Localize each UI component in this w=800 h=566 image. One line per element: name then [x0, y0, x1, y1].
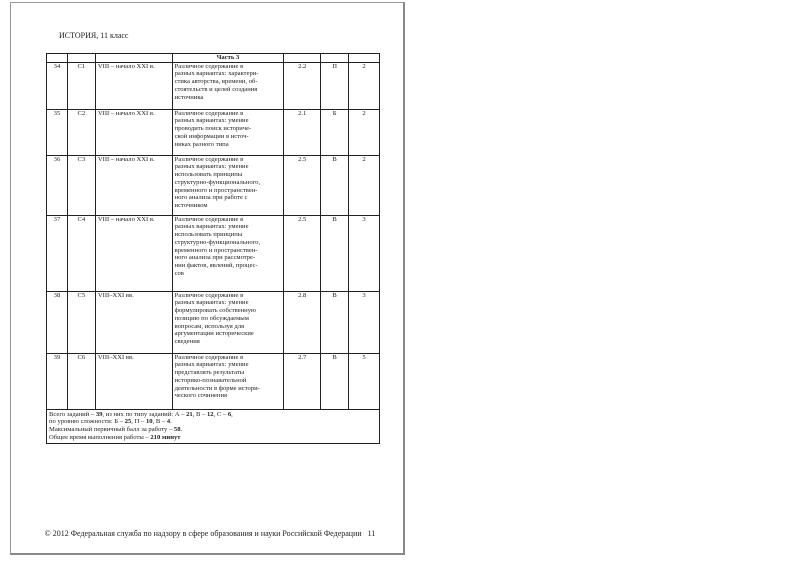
copyright-text: © 2012 Федеральная служба по надзору в сфере образования и науки Российской Федерации — [44, 529, 362, 538]
element-code: 2.1 — [284, 109, 321, 155]
element-code: 2.2 — [284, 62, 321, 109]
task-description: Различное содержание в разных вариантах: характери- стика авторства, времени, об- стоятельств и целей создания источника — [172, 62, 284, 109]
element-code: 2.7 — [284, 353, 321, 409]
task-number: 37 — [47, 215, 68, 291]
max-score: 5 — [349, 353, 380, 409]
max-score: 3 — [349, 215, 380, 291]
task-description: Различное содержание в разных вариантах: умение использовать принципы структурно-функционального, временного и пространствен- ного анализа при рассмотре- нии фактов, явлений, процес- сов — [172, 215, 284, 291]
element-code: 2.8 — [284, 291, 321, 353]
period: VIII – начало XXI в. — [95, 109, 172, 155]
task-code: С2 — [67, 109, 95, 155]
difficulty-level: П — [321, 62, 349, 109]
task-description: Различное содержание в разных вариантах: умение проводить поиск историче- ской информации в источ- никах разного типа — [172, 109, 284, 155]
task-number: 36 — [47, 155, 68, 215]
task-code: С5 — [67, 291, 95, 353]
table-row — [47, 109, 380, 155]
summary-row — [47, 409, 380, 443]
summary-cell: Всего заданий – 39, из них по типу заданий: А – 21, В – 12, С – 6, по уровню сложности: Б – 25, П – 10, В – 4. Максимальный первичный балл за работу – 58. Общее время выполнения работы – 210 минут — [47, 409, 380, 443]
task-number: 39 — [47, 353, 68, 409]
task-number: 34 — [47, 62, 68, 109]
task-description: Различное содержание в разных вариантах: умение формулировать собственную позицию по обсуждаемым вопросам, используя для аргументации исторические сведения — [172, 291, 284, 353]
page-number: 11 — [367, 529, 376, 538]
table-row — [47, 215, 380, 291]
table-row — [47, 291, 380, 353]
difficulty-level: В — [321, 155, 349, 215]
max-score: 2 — [349, 155, 380, 215]
difficulty-level: Б — [321, 109, 349, 155]
page-footer — [30, 529, 390, 539]
task-description: Различное содержание в разных вариантах: умение представлять результаты историко-познавательной деятельности в форме истори- ческого сочинения — [172, 353, 284, 409]
element-code: 2.5 — [284, 215, 321, 291]
difficulty-level: В — [321, 215, 349, 291]
max-score: 2 — [349, 62, 380, 109]
max-score: 3 — [349, 291, 380, 353]
task-code: С1 — [67, 62, 95, 109]
task-code: С3 — [67, 155, 95, 215]
table-row — [47, 62, 380, 109]
task-code: С6 — [67, 353, 95, 409]
table-row — [47, 353, 380, 409]
part-header-row — [47, 54, 380, 63]
task-description: Различное содержание в разных вариантах: умение использовать принципы структурно-функционального, временного и пространствен- ного анализа при работе с источником — [172, 155, 284, 215]
task-number: 35 — [47, 109, 68, 155]
difficulty-level: В — [321, 291, 349, 353]
difficulty-level: В — [321, 353, 349, 409]
max-score: 2 — [349, 109, 380, 155]
period: VIII–XXI вв. — [95, 291, 172, 353]
period: VIII–XXI вв. — [95, 353, 172, 409]
period: VIII – начало XXI в. — [95, 215, 172, 291]
period: VIII – начало XXI в. — [95, 155, 172, 215]
table-row — [47, 155, 380, 215]
part-label: Часть 3 — [172, 54, 284, 63]
task-code: С4 — [67, 215, 95, 291]
page-header: ИСТОРИЯ, 11 класс — [59, 31, 129, 40]
spec-table — [46, 53, 380, 444]
element-code: 2.5 — [284, 155, 321, 215]
task-number: 38 — [47, 291, 68, 353]
period: VIII – начало XXI в. — [95, 62, 172, 109]
